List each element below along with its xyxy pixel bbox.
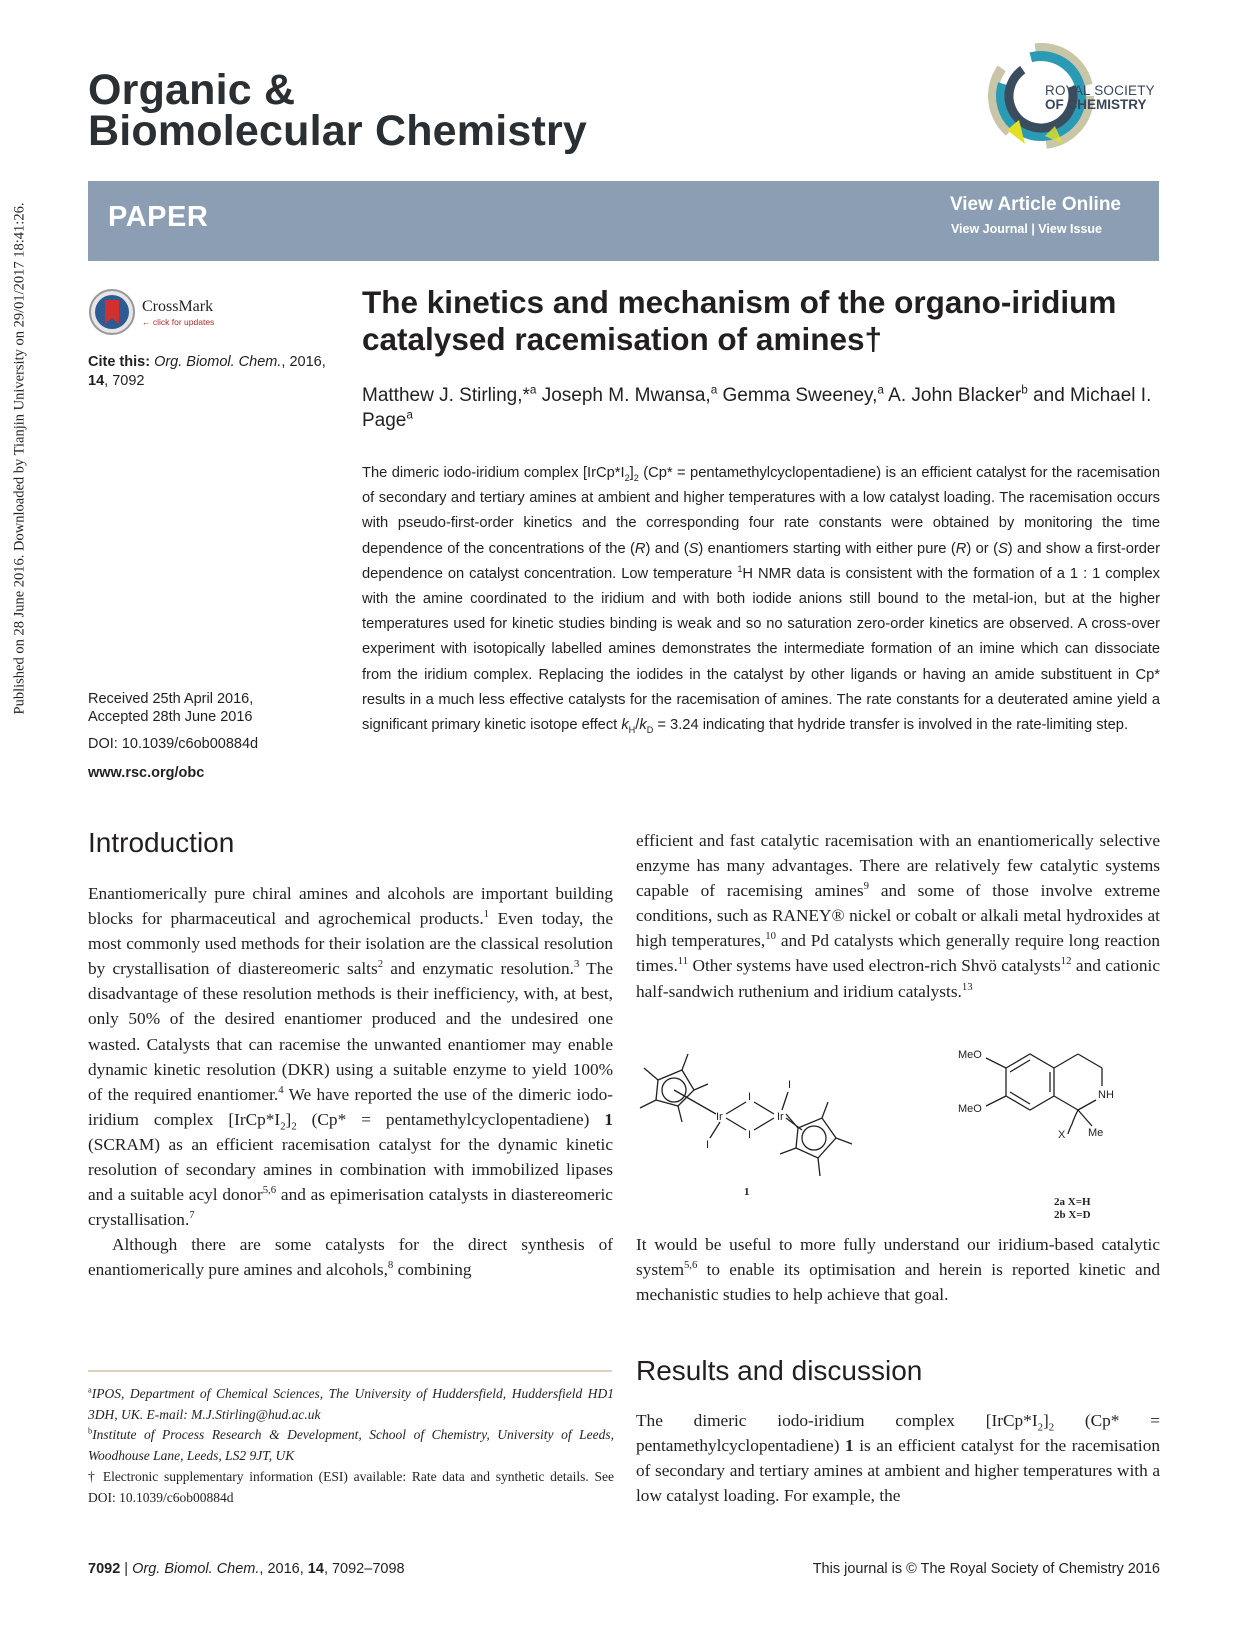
journal-title (88, 66, 588, 155)
intro-paragraph-2: Although there are some catalysts for the direct synthesis of enantiomerically pure amines and alcohols,$^8$ combining (88, 1235, 613, 1280)
svg-text:I: I (748, 1129, 752, 1141)
received-date: Received 25th April 2016, (88, 691, 254, 707)
intro-paragraph-1: Enantiomerically pure chiral amines and alcohols are important building blocks for pharmaceutical and agrochemical products.$^1$ Even today, the most commonly used methods for their isolation are the classical resolution by crystallisation of diastereomeric salts$^2$ and enzymatic resolution.$^3$ The disadvantage of these resolution methods is their inefficiency, with, at best, only 50% of the desired enantiomer produced and the undesired one wasted. Catalysts that can racemise the unwanted enantiomer may enable dynamic kinetic resolution (DKR) using a suitable enzyme to yield 100% of the required enantiomer.$^4$ We have reported the use of the dimeric iodo-iridium complex $[IrCp*I_2]_2$ (Cp* = pentamethylcyclopentadiene) 1 (SCRAM) as an efficient racemisation catalyst for the dynamic kinetic resolution of secondary amines in combination with immobilized lipases and a suitable acyl donor$^{5,6}$ and as epimerisation catalysts in diastereomeric crystallisation.$^7$ (88, 884, 614, 1230)
journal-site-link[interactable]: www.rsc.org/obc (88, 765, 205, 781)
compound-label-2b: 2b X=D (1054, 1209, 1091, 1221)
cite-label: Cite this: (88, 354, 151, 370)
cite-volume: 14 (88, 373, 105, 389)
chemical-structures-figure (636, 1040, 1161, 1220)
intro-paragraph-2-continued: efficient and fast catalytic racemisation with an enantiomerically selective enzyme has many advantages. There are relatively few catalytic systems capable of racemising amines$^9$ and some of those involve extreme conditions, such as RANEY® nickel or cobalt or alkali metal hydroxides at high temperatures,$^{10}$ and Pd catalysts which generally require long reaction times.$^{11}$ Other systems have used electron-rich Shvö catalysts$^{12}$ and cationic half-sandwich ruthenium and iridium catalysts.$^{13}$ (636, 831, 1161, 1001)
link-separator: | (1031, 222, 1035, 236)
svg-text:Me: Me (1088, 1127, 1104, 1139)
structure-1-atoms (706, 1079, 791, 1151)
left-column (88, 881, 613, 1283)
compound-label-2a: 2a X=H (1054, 1196, 1091, 1208)
results-heading: Results and discussion (636, 1355, 923, 1386)
compound-label-1: 1 (744, 1186, 750, 1198)
cite-year: , 2016, (281, 354, 326, 370)
esi-footnote: † Electronic supplementary information (ESI) available: Rate data and synthetic details. See DOI: 10.1039/c6ob00884d (88, 1468, 614, 1505)
footnote-divider (88, 1370, 612, 1372)
affiliation-b: $^b$Institute of Process Research & Development, School of Chemistry, University of Leeds, Woodhouse Lane, Leeds, LS2 9JT, UK (88, 1426, 614, 1464)
paper-banner (88, 181, 1159, 261)
svg-text:I: I (788, 1079, 792, 1091)
svg-text:MeO: MeO (958, 1049, 982, 1061)
page-footer-citation: 7092 | Org. Biomol. Chem., 2016, 14, 7092–7098 (88, 1561, 405, 1577)
page-footer-copyright: This journal is © The Royal Society of Chemistry 2016 (812, 1561, 1160, 1577)
crossmark-button[interactable] (88, 288, 228, 338)
author-list: Matthew J. Stirling,*$^a$ Joseph M. Mwansa,$^a$ Gemma Sweeney,$^a$ A. John Blacker$^b$ and Michael I. Page$^a$ (362, 383, 1152, 431)
view-issue-link[interactable]: View Issue (1038, 222, 1102, 236)
svg-text:Ir: Ir (716, 1111, 723, 1123)
cite-journal: Org. Biomol. Chem. (154, 354, 282, 370)
crossmark-sublabel: ← click for updates (142, 317, 215, 327)
footnotes (88, 1384, 614, 1508)
svg-text:I: I (748, 1091, 752, 1103)
structure-1-drawing (640, 1054, 852, 1176)
structure-2-atoms (958, 1049, 1114, 1141)
intro-heading: Introduction (88, 827, 235, 858)
publisher-name-line2: OF CHEMISTRY (1045, 97, 1147, 112)
article-type-label: PAPER (108, 201, 209, 233)
affiliation-a: $^a$IPOS, Department of Chemical Sciences, The University of Huddersfield, Huddersfield HD1 3DH, UK. E-mail: M.J.Stirling@hud.ac.uk (88, 1385, 614, 1422)
journal-links (951, 222, 1102, 236)
svg-text:MeO: MeO (958, 1103, 982, 1115)
intro-paragraph-3: It would be useful to more fully understand our iridium-based catalytic system$^{5,6}$ to enable its optimisation and herein is reported kinetic and mechanistic studies to help achieve that goal. (636, 1235, 1160, 1305)
cite-page: , 7092 (104, 373, 145, 389)
article-title: The kinetics and mechanism of the organo-iridium catalysed racemisation of amines† (362, 284, 1117, 357)
svg-text:I: I (706, 1139, 710, 1151)
abstract: The dimeric iodo-iridium complex $[IrCp*I_2]_2$ (Cp* = pentamethylcyclopentadiene) is an efficient catalyst for the racemisation of secondary and tertiary amines at ambient and higher temperatures with a low catalyst loading. The racemisation occurs with pseudo-first-order kinetics and the corresponding four rate constants were obtained by monitoring the time dependence of the concentrations of the (R) and (S) enantiomers starting with either pure (R) or (S) and show a first-order dependence on catalyst concentration. Low temperature $^1$H NMR data is consistent with the formation of a 1 : 1 complex with the amine coordinated to the iridium and with both iodide anions still bound to the metal-ion, but at the higher temperatures used for kinetic studies binding is weak and so no saturation zero-order kinetics are observed. A cross-over experiment with isotopically labelled amines demonstrates the intermediate formation of an imine which can dissociate from the iridium complex. Replacing the iodides in the catalyst by other ligands or having an amide substituent in Cp* results in a much less effective catalysts for the racemisation of amines. The rate constants for a deuterated amine yield a significant primary kinetic isotope effect $k_H/k_D = 3.24$ indicating that hydride transfer is involved in the rate-limiting step. (362, 465, 1160, 735)
results-paragraph-1: The dimeric iodo-iridium complex $[IrCp*I_2]_2$ (Cp* = pentamethylcyclopentadiene) 1 is an efficient catalyst for the racemisation of secondary and tertiary amines at ambient and higher temperatures with a low catalyst loading. For example, the (636, 1411, 1161, 1506)
publisher-name-line1: ROYAL SOCIETY (1045, 83, 1155, 98)
journal-title-line1: Organic & (88, 66, 296, 114)
right-column-intro (636, 828, 1160, 1004)
view-journal-link[interactable]: View Journal (950, 222, 1028, 236)
publication-stamp: Published on 28 June 2016. Downloaded by Tianjin University on 29/01/2017 18:41:26. (11, 202, 28, 715)
received-dates (88, 690, 348, 726)
doi: DOI: 10.1039/c6ob00884d (88, 736, 259, 752)
structure-2-drawing (986, 1054, 1102, 1134)
svg-text:X: X (1058, 1129, 1066, 1141)
accepted-date: Accepted 28th June 2016 (88, 709, 253, 725)
view-article-online-link[interactable]: View Article Online (949, 194, 1121, 215)
svg-text:NH: NH (1098, 1089, 1114, 1101)
crossmark-label: CrossMark (142, 298, 214, 315)
citation-info (88, 353, 348, 391)
crossmark-icon (88, 288, 136, 336)
svg-text:Ir: Ir (777, 1111, 784, 1123)
journal-title-line2: Biomolecular Chemistry (88, 107, 588, 155)
